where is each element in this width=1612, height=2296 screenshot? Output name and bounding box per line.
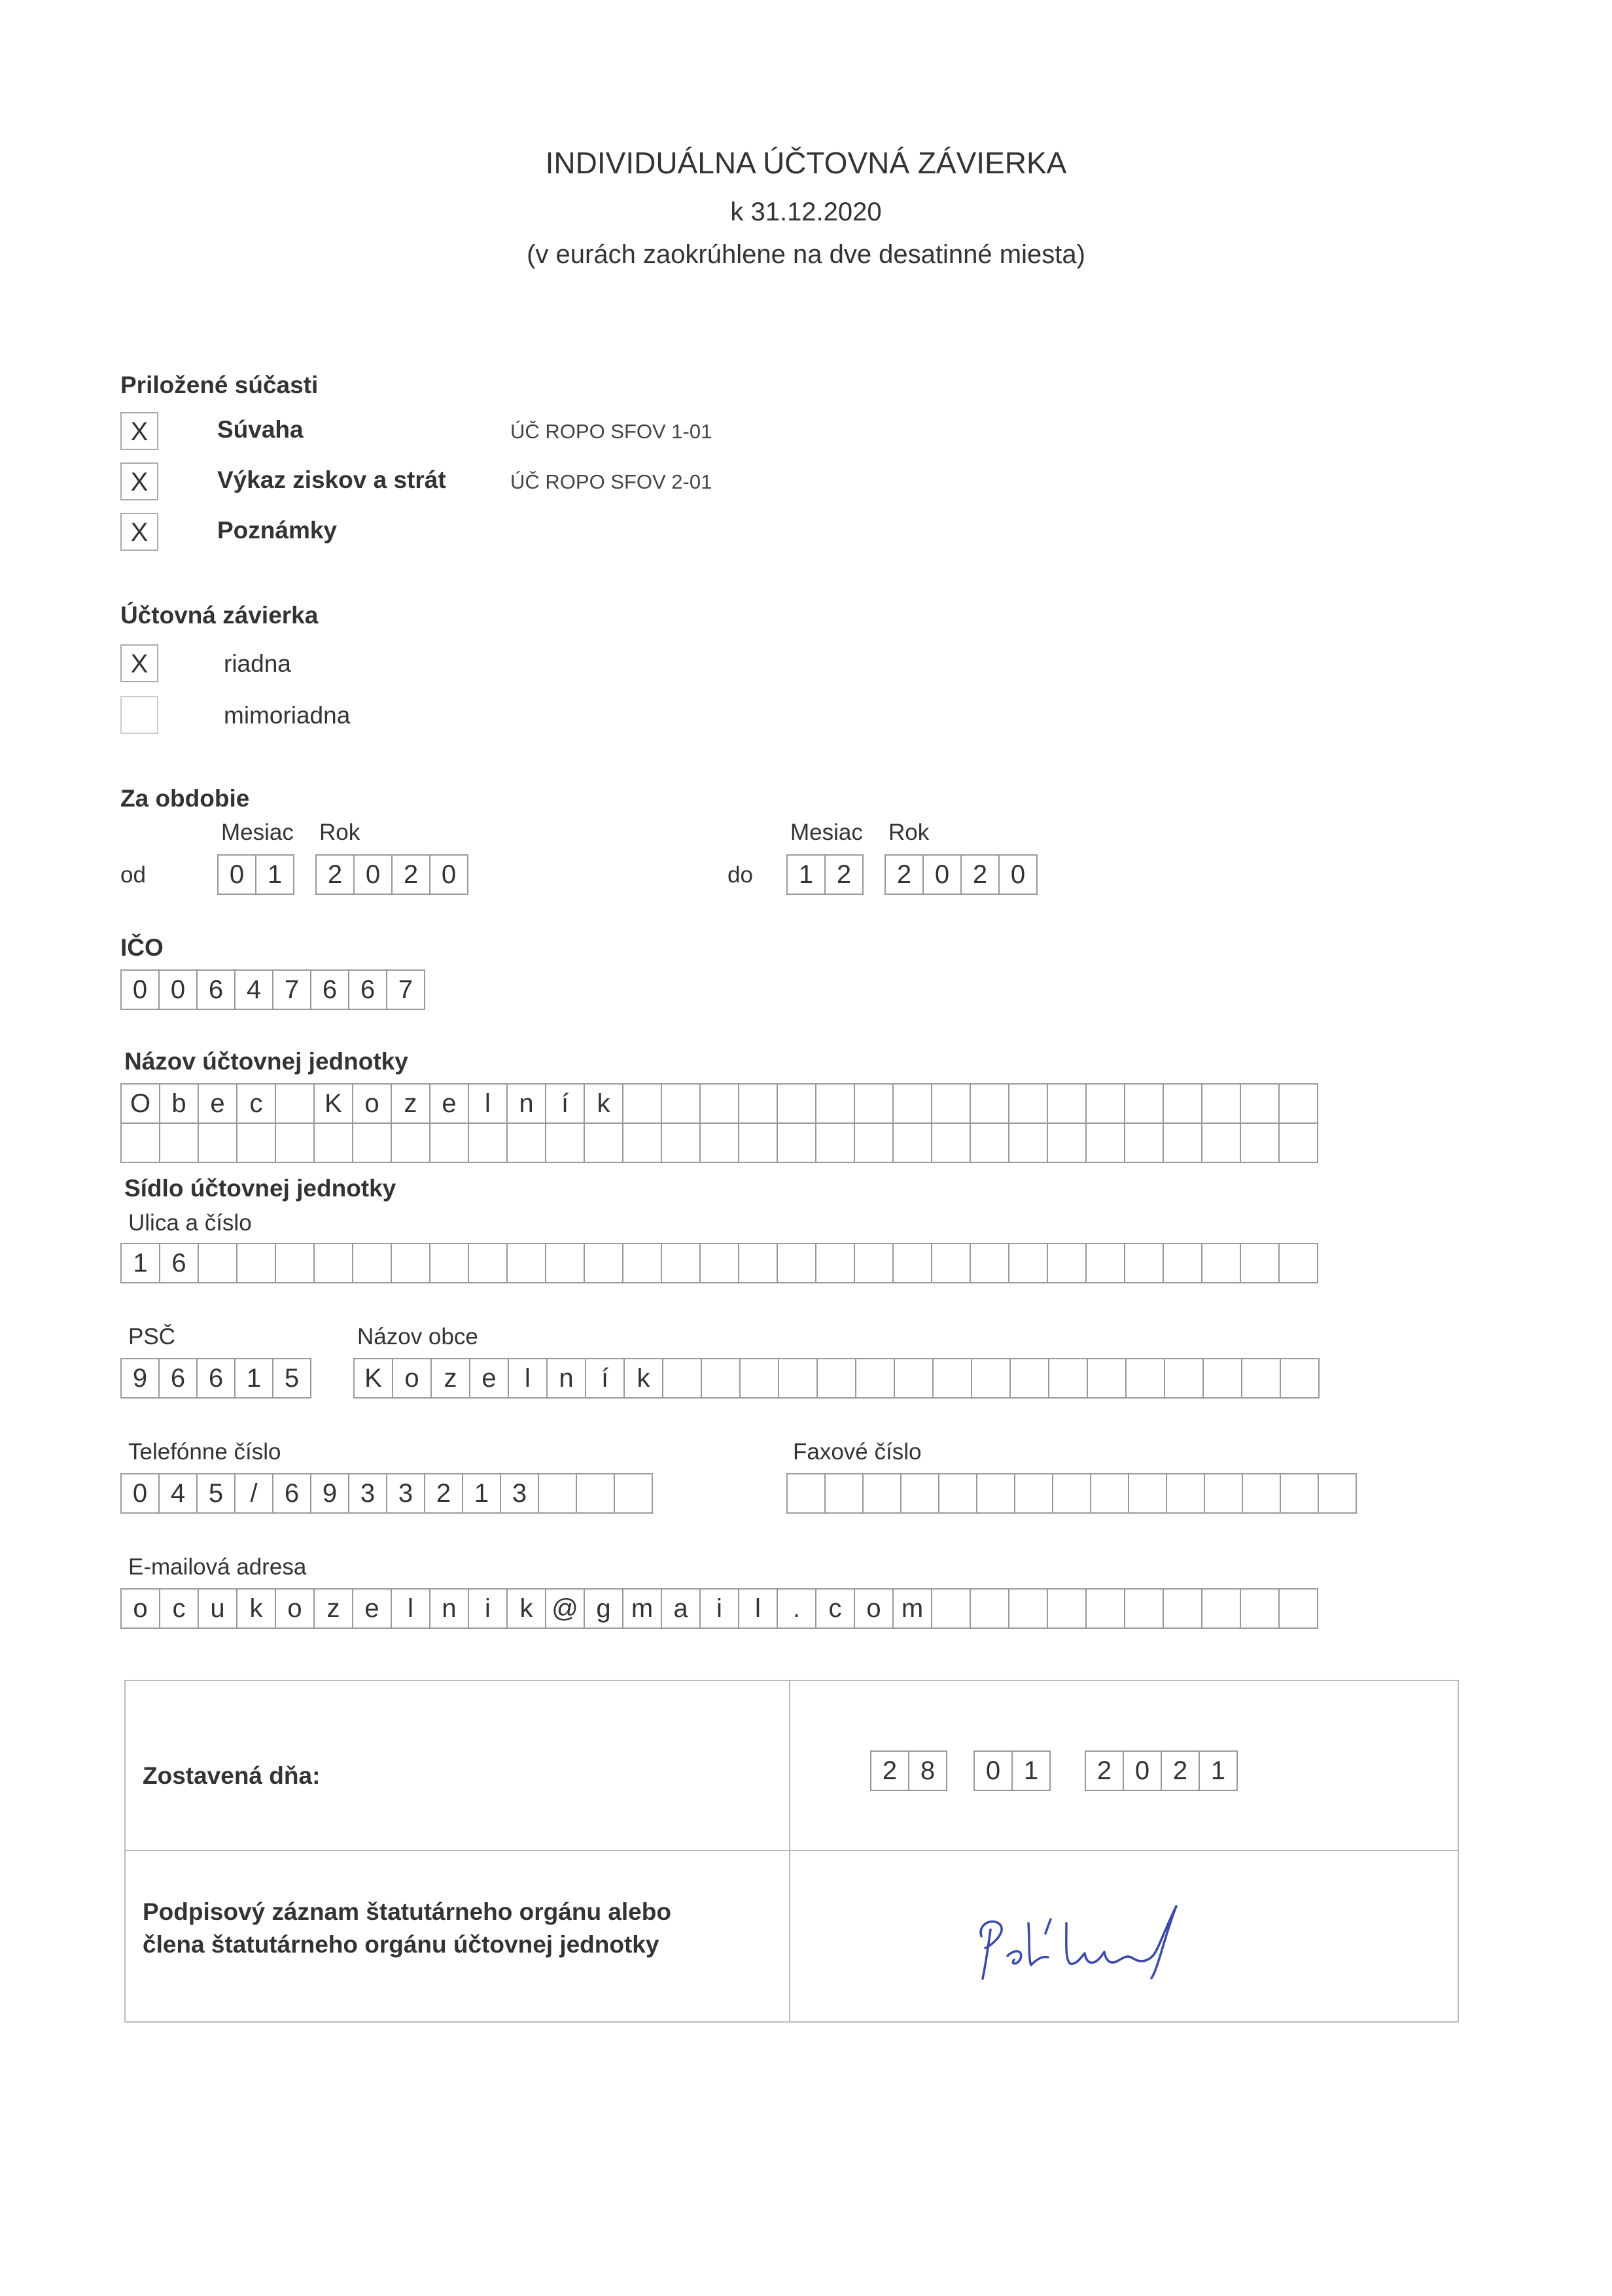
- char-cell: [313, 1122, 353, 1163]
- char-cell: [198, 1243, 237, 1283]
- email-label: E-mailová adresa: [128, 1554, 307, 1580]
- char-cell: 0: [353, 854, 393, 895]
- char-cell: [614, 1473, 653, 1514]
- zip-field[interactable]: [120, 1358, 310, 1399]
- char-cell: [1201, 1243, 1241, 1283]
- char-cell: [538, 1473, 577, 1514]
- char-cell: [429, 1122, 469, 1163]
- char-cell: 1: [786, 854, 826, 895]
- char-cell: 0: [120, 969, 160, 1010]
- char-cell: [738, 1083, 778, 1124]
- char-cell: [1052, 1473, 1091, 1514]
- char-cell: [275, 1122, 315, 1163]
- char-cell: 5: [196, 1473, 236, 1514]
- char-cell: [1085, 1243, 1125, 1283]
- char-cell: [1201, 1122, 1241, 1163]
- char-cell: l: [391, 1588, 430, 1629]
- char-cell: 9: [310, 1473, 349, 1514]
- char-cell: [1009, 1358, 1049, 1399]
- char-cell: b: [159, 1083, 199, 1124]
- signature-table: [124, 1680, 1459, 2023]
- char-cell: [236, 1243, 276, 1283]
- char-cell: 1: [234, 1358, 273, 1399]
- char-cell: 1: [462, 1473, 501, 1514]
- char-cell: 6: [159, 1243, 199, 1283]
- char-cell: [661, 1083, 701, 1124]
- char-cell: [1014, 1473, 1053, 1514]
- char-cell: [1163, 1122, 1202, 1163]
- period-from-year-field[interactable]: [315, 854, 467, 895]
- char-cell: 0: [998, 854, 1038, 895]
- entity-name-label: Názov účtovnej jednotky: [124, 1048, 408, 1075]
- city-label: Názov obce: [357, 1324, 478, 1349]
- closing-checkbox-mimoriadna[interactable]: [120, 696, 158, 734]
- closing-heading: Účtovná závierka: [120, 602, 319, 629]
- char-cell: [1085, 1588, 1125, 1629]
- char-cell: K: [313, 1083, 353, 1124]
- char-cell: [468, 1243, 508, 1283]
- signature-label-line1: Podpisový záznam štatutárneho orgánu alebo: [143, 1898, 671, 1925]
- char-cell: [976, 1473, 1015, 1514]
- char-cell: [1166, 1473, 1205, 1514]
- char-cell: [1048, 1358, 1088, 1399]
- char-cell: [1124, 1083, 1164, 1124]
- attachment-label-poznamky: Poznámky: [217, 517, 338, 544]
- period-from-month-label: Mesiac: [221, 820, 294, 845]
- char-cell: 0: [973, 1750, 1013, 1791]
- period-from-year-label: Rok: [319, 820, 360, 845]
- char-cell: e: [429, 1083, 469, 1124]
- period-from-month-field[interactable]: [217, 854, 293, 895]
- char-cell: [699, 1083, 739, 1124]
- char-cell: u: [198, 1588, 237, 1629]
- attachment-label-suvaha: Súvaha: [217, 416, 304, 443]
- phone-field[interactable]: [120, 1473, 652, 1514]
- char-cell: [1047, 1083, 1087, 1124]
- char-cell: 6: [196, 1358, 236, 1399]
- attachment-code-vykaz: ÚČ ROPO SFOV 2-01: [510, 470, 712, 493]
- char-cell: [892, 1122, 932, 1163]
- char-cell: [1318, 1473, 1357, 1514]
- char-cell: [778, 1358, 818, 1399]
- char-cell: [1047, 1243, 1087, 1283]
- char-cell: [892, 1243, 932, 1283]
- char-cell: [1124, 1122, 1164, 1163]
- ico-label: IČO: [120, 934, 164, 961]
- char-cell: c: [815, 1588, 855, 1629]
- char-cell: 0: [922, 854, 962, 895]
- char-cell: l: [738, 1588, 778, 1629]
- char-cell: [1240, 1122, 1280, 1163]
- char-cell: [662, 1358, 702, 1399]
- fax-field[interactable]: [786, 1473, 1356, 1514]
- char-cell: 1: [1011, 1750, 1051, 1791]
- char-cell: [1280, 1473, 1319, 1514]
- char-cell: 6: [272, 1473, 311, 1514]
- char-cell: [391, 1122, 430, 1163]
- char-cell: [816, 1358, 856, 1399]
- char-cell: 3: [500, 1473, 539, 1514]
- char-cell: i: [468, 1588, 508, 1629]
- char-cell: [815, 1083, 855, 1124]
- char-cell: K: [353, 1358, 393, 1399]
- char-cell: /: [234, 1473, 273, 1514]
- period-to-month-field[interactable]: [786, 854, 862, 895]
- char-cell: z: [430, 1358, 470, 1399]
- char-cell: [894, 1358, 934, 1399]
- char-cell: 7: [272, 969, 311, 1010]
- char-cell: .: [777, 1588, 816, 1629]
- char-cell: [1204, 1473, 1243, 1514]
- char-cell: [892, 1083, 932, 1124]
- char-cell: [1125, 1358, 1165, 1399]
- char-cell: 1: [255, 854, 294, 895]
- email-field[interactable]: [120, 1588, 1317, 1629]
- char-cell: [738, 1122, 778, 1163]
- char-cell: o: [275, 1588, 315, 1629]
- char-cell: 9: [120, 1358, 160, 1399]
- char-cell: [1047, 1588, 1087, 1629]
- period-to-month-label: Mesiac: [790, 820, 863, 845]
- char-cell: [468, 1122, 508, 1163]
- char-cell: [1278, 1083, 1318, 1124]
- char-cell: [661, 1243, 701, 1283]
- char-cell: [854, 1083, 894, 1124]
- char-cell: [1201, 1588, 1241, 1629]
- char-cell: [1008, 1588, 1048, 1629]
- char-cell: [854, 1243, 894, 1283]
- zip-label: PSČ: [128, 1324, 175, 1349]
- char-cell: [1124, 1243, 1164, 1283]
- char-cell: 4: [234, 969, 273, 1010]
- char-cell: 0: [158, 969, 198, 1010]
- fax-label: Faxové číslo: [793, 1439, 922, 1465]
- char-cell: l: [468, 1083, 508, 1124]
- char-cell: 2: [1161, 1750, 1200, 1791]
- char-cell: [1163, 1243, 1202, 1283]
- char-cell: a: [661, 1588, 701, 1629]
- compiled-date-label: Zostavená dňa:: [143, 1762, 321, 1789]
- char-cell: [275, 1083, 315, 1124]
- char-cell: [1087, 1358, 1127, 1399]
- char-cell: k: [623, 1358, 663, 1399]
- period-to-year-field[interactable]: [885, 854, 1036, 895]
- char-cell: [1124, 1588, 1164, 1629]
- char-cell: [1047, 1122, 1087, 1163]
- char-cell: [1163, 1588, 1202, 1629]
- char-cell: 3: [348, 1473, 387, 1514]
- char-cell: [931, 1122, 971, 1163]
- char-cell: 1: [1199, 1750, 1238, 1791]
- char-cell: [862, 1473, 902, 1514]
- char-cell: 7: [386, 969, 425, 1010]
- char-cell: 2: [424, 1473, 463, 1514]
- char-cell: 2: [960, 854, 1000, 895]
- char-cell: 2: [824, 854, 864, 895]
- char-cell: 2: [1085, 1750, 1124, 1791]
- units-line: (v eurách zaokrúhlene na dve desatinné miesta): [527, 240, 1085, 269]
- char-cell: 6: [310, 969, 349, 1010]
- char-cell: [198, 1122, 237, 1163]
- char-cell: [1240, 1243, 1280, 1283]
- street-label: Ulica a číslo: [128, 1210, 252, 1236]
- signature-table-divider: [789, 1680, 790, 2023]
- char-cell: [824, 1473, 864, 1514]
- char-cell: [545, 1122, 585, 1163]
- signature-label-line2: člena štatutárneho orgánu účtovnej jednotky: [143, 1931, 659, 1958]
- char-cell: [429, 1243, 469, 1283]
- char-cell: [786, 1473, 826, 1514]
- attachment-checkbox-poznamky[interactable]: X: [120, 513, 158, 551]
- char-cell: [622, 1083, 662, 1124]
- char-cell: [854, 1122, 894, 1163]
- char-cell: 6: [348, 969, 387, 1010]
- char-cell: 6: [158, 1358, 198, 1399]
- char-cell: 2: [391, 854, 430, 895]
- attachment-checkbox-suvaha[interactable]: X: [120, 412, 158, 450]
- char-cell: [1085, 1083, 1125, 1124]
- char-cell: [970, 1243, 1009, 1283]
- char-cell: k: [506, 1588, 546, 1629]
- compiled-month-field[interactable]: [973, 1750, 1049, 1791]
- char-cell: o: [392, 1358, 432, 1399]
- char-cell: 0: [1123, 1750, 1162, 1791]
- char-cell: [1090, 1473, 1129, 1514]
- char-cell: i: [699, 1588, 739, 1629]
- char-cell: [1242, 1473, 1281, 1514]
- char-cell: [1202, 1358, 1242, 1399]
- char-cell: [584, 1122, 623, 1163]
- char-cell: [701, 1358, 741, 1399]
- char-cell: k: [236, 1588, 276, 1629]
- char-cell: [120, 1122, 160, 1163]
- char-cell: [855, 1358, 895, 1399]
- char-cell: g: [584, 1588, 623, 1629]
- char-cell: [275, 1243, 315, 1283]
- char-cell: m: [622, 1588, 662, 1629]
- char-cell: c: [236, 1083, 276, 1124]
- phone-label: Telefónne číslo: [128, 1439, 281, 1465]
- char-cell: [738, 1243, 778, 1283]
- char-cell: 2: [870, 1750, 909, 1791]
- char-cell: [159, 1122, 199, 1163]
- char-cell: k: [584, 1083, 623, 1124]
- char-cell: [1201, 1083, 1241, 1124]
- city-field[interactable]: [353, 1358, 1318, 1399]
- attachment-checkbox-vykaz[interactable]: X: [120, 462, 158, 500]
- char-cell: [576, 1473, 615, 1514]
- char-cell: c: [159, 1588, 199, 1629]
- char-cell: [1240, 1588, 1280, 1629]
- char-cell: n: [546, 1358, 586, 1399]
- char-cell: [1164, 1358, 1204, 1399]
- char-cell: o: [352, 1083, 392, 1124]
- char-cell: [739, 1358, 779, 1399]
- char-cell: l: [508, 1358, 548, 1399]
- period-to-label: do: [727, 862, 753, 888]
- char-cell: í: [545, 1083, 585, 1124]
- char-cell: [931, 1588, 971, 1629]
- char-cell: [1241, 1358, 1281, 1399]
- char-cell: [971, 1358, 1011, 1399]
- char-cell: m: [892, 1588, 932, 1629]
- char-cell: [1008, 1122, 1048, 1163]
- char-cell: 2: [885, 854, 924, 895]
- entity-name-row2[interactable]: [120, 1122, 1317, 1163]
- char-cell: [1278, 1122, 1318, 1163]
- char-cell: [815, 1122, 855, 1163]
- char-cell: [931, 1083, 971, 1124]
- char-cell: e: [352, 1588, 392, 1629]
- char-cell: [661, 1122, 701, 1163]
- period-from-label: od: [120, 862, 146, 888]
- char-cell: [545, 1243, 585, 1283]
- char-cell: 0: [120, 1473, 160, 1514]
- char-cell: [391, 1243, 430, 1283]
- char-cell: [506, 1122, 546, 1163]
- char-cell: e: [198, 1083, 237, 1124]
- char-cell: [506, 1243, 546, 1283]
- char-cell: [1280, 1358, 1320, 1399]
- date-line: k 31.12.2020: [730, 198, 882, 226]
- char-cell: [699, 1122, 739, 1163]
- char-cell: [1278, 1588, 1318, 1629]
- char-cell: [313, 1243, 353, 1283]
- char-cell: [777, 1083, 816, 1124]
- compiled-day-field[interactable]: [870, 1750, 946, 1791]
- char-cell: 6: [196, 969, 236, 1010]
- char-cell: [584, 1243, 623, 1283]
- char-cell: o: [854, 1588, 894, 1629]
- char-cell: [777, 1122, 816, 1163]
- char-cell: e: [469, 1358, 509, 1399]
- char-cell: 4: [158, 1473, 198, 1514]
- char-cell: [815, 1243, 855, 1283]
- char-cell: [931, 1243, 971, 1283]
- closing-checkbox-riadna[interactable]: X: [120, 644, 158, 682]
- char-cell: 0: [217, 854, 256, 895]
- period-to-year-label: Rok: [888, 820, 930, 845]
- char-cell: [352, 1122, 392, 1163]
- char-cell: O: [120, 1083, 160, 1124]
- char-cell: [699, 1243, 739, 1283]
- char-cell: z: [391, 1083, 430, 1124]
- char-cell: [622, 1122, 662, 1163]
- char-cell: [970, 1588, 1009, 1629]
- char-cell: [1008, 1243, 1048, 1283]
- attachment-label-vykaz: Výkaz ziskov a strát: [217, 466, 446, 493]
- ico-field[interactable]: [120, 969, 424, 1010]
- char-cell: [1278, 1243, 1318, 1283]
- compiled-year-field[interactable]: [1085, 1750, 1236, 1791]
- char-cell: [777, 1243, 816, 1283]
- char-cell: o: [120, 1588, 160, 1629]
- char-cell: 2: [315, 854, 355, 895]
- char-cell: [970, 1083, 1009, 1124]
- char-cell: [1128, 1473, 1167, 1514]
- char-cell: [236, 1122, 276, 1163]
- char-cell: [900, 1473, 939, 1514]
- char-cell: @: [545, 1588, 585, 1629]
- char-cell: 5: [272, 1358, 311, 1399]
- char-cell: n: [506, 1083, 546, 1124]
- address-heading: Sídlo účtovnej jednotky: [124, 1175, 396, 1202]
- char-cell: [970, 1122, 1009, 1163]
- entity-name-row1[interactable]: [120, 1083, 1317, 1124]
- closing-label-mimoriadna: mimoriadna: [224, 702, 351, 729]
- attachments-heading: Priložené súčasti: [120, 372, 319, 398]
- handwritten-signature: [968, 1897, 1243, 1989]
- char-cell: 3: [386, 1473, 425, 1514]
- attachment-code-suvaha: ÚČ ROPO SFOV 1-01: [510, 420, 712, 443]
- page-title: INDIVIDUÁLNA ÚČTOVNÁ ZÁVIERKA: [545, 146, 1067, 180]
- char-cell: [622, 1243, 662, 1283]
- char-cell: [1085, 1122, 1125, 1163]
- char-cell: [1163, 1083, 1202, 1124]
- char-cell: 1: [120, 1243, 160, 1283]
- char-cell: [352, 1243, 392, 1283]
- char-cell: 8: [908, 1750, 947, 1791]
- char-cell: í: [585, 1358, 625, 1399]
- char-cell: n: [429, 1588, 469, 1629]
- char-cell: 0: [429, 854, 468, 895]
- char-cell: z: [313, 1588, 353, 1629]
- char-cell: [1008, 1083, 1048, 1124]
- char-cell: [1240, 1083, 1280, 1124]
- closing-label-riadna: riadna: [224, 650, 291, 677]
- char-cell: [938, 1473, 977, 1514]
- period-heading: Za obdobie: [120, 785, 250, 812]
- street-field[interactable]: [120, 1243, 1317, 1283]
- char-cell: [932, 1358, 972, 1399]
- signature-table-row-divider: [124, 1850, 1459, 1851]
